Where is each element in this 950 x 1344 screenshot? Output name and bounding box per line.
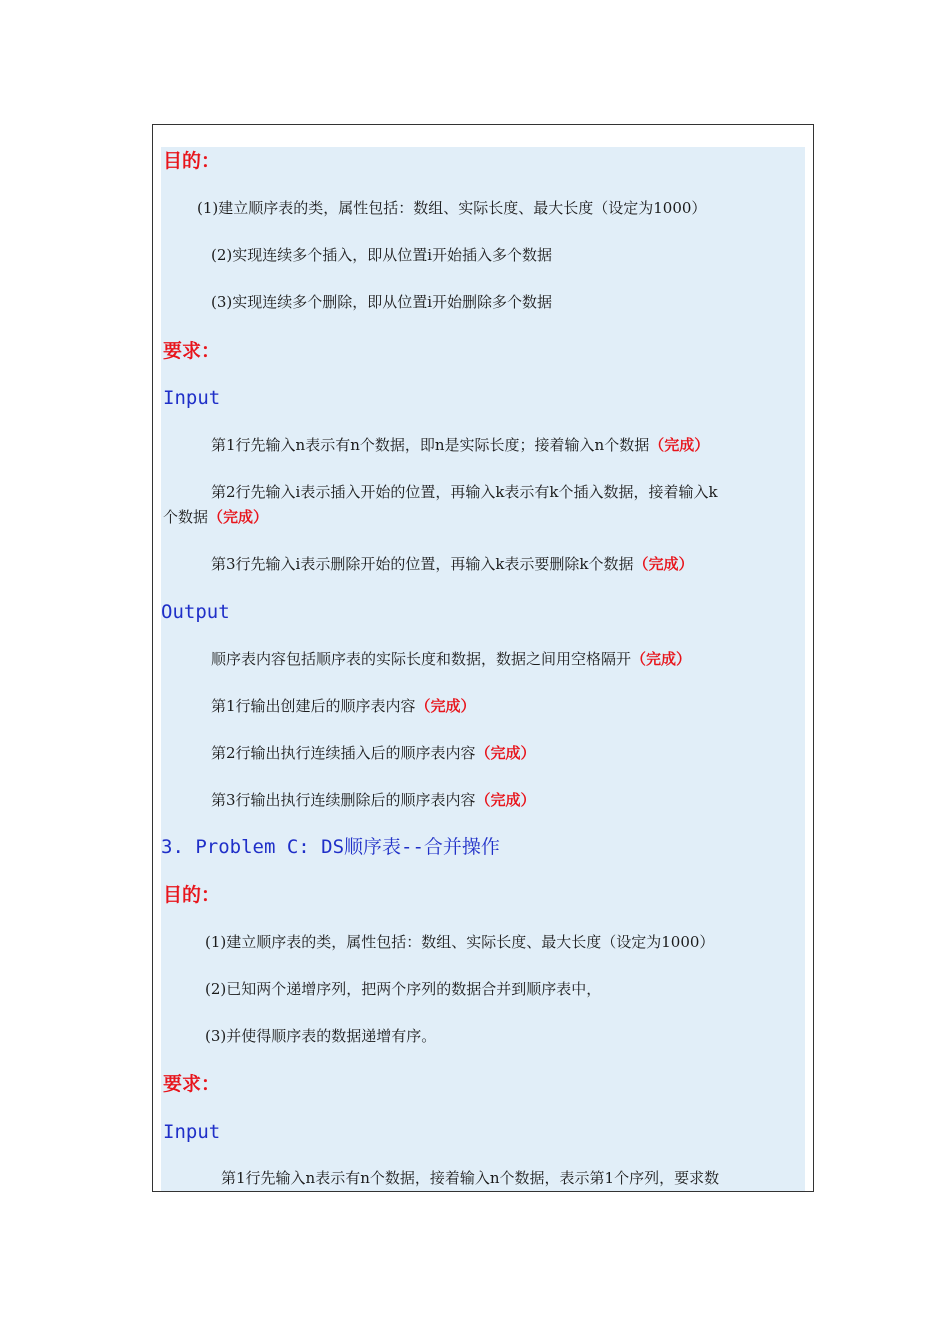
purpose-line-3: (3)实现连续多个删除，即从位置i开始删除多个数据 <box>211 293 553 311</box>
done-tag: （完成） <box>633 555 694 573</box>
output-heading: Output <box>161 601 230 623</box>
document-table-cell <box>152 124 814 1192</box>
input-line-2: 第2行先输入i表示插入开始的位置，再输入k表示有k个插入数据，接着输入k <box>211 483 718 501</box>
output-line-4: 第3行输出执行连续删除后的顺序表内容（完成） <box>211 791 536 809</box>
done-tag: （完成） <box>631 650 692 668</box>
requirements-heading: 要求： <box>163 340 221 362</box>
input2-line-1: 第1行先输入n表示有n个数据，接着输入n个数据，表示第1个序列，要求数 <box>221 1169 720 1187</box>
purpose-heading: 目的： <box>163 150 221 172</box>
done-tag: （完成） <box>475 744 536 762</box>
done-tag: （完成） <box>415 697 476 715</box>
purpose2-line-2: (2)已知两个递增序列，把两个序列的数据合并到顺序表中， <box>205 980 602 998</box>
output-line-2: 第1行输出创建后的顺序表内容（完成） <box>211 697 476 715</box>
purpose2-line-3: (3)并使得顺序表的数据递增有序。 <box>205 1027 437 1045</box>
requirements-heading-2: 要求： <box>163 1073 221 1095</box>
purpose-line-2: (2)实现连续多个插入，即从位置i开始插入多个数据 <box>211 246 553 264</box>
input-heading-2: Input <box>163 1121 221 1143</box>
purpose-line-1: (1)建立顺序表的类，属性包括：数组、实际长度、最大长度（设定为1000） <box>197 199 707 217</box>
done-tag: （完成） <box>208 508 269 526</box>
input-heading: Input <box>163 387 221 409</box>
done-tag: （完成） <box>649 436 710 454</box>
purpose-heading-2: 目的： <box>163 884 221 906</box>
problem-title: 3. Problem C: DS顺序表--合并操作 <box>161 836 500 858</box>
input-line-1: 第1行先输入n表示有n个数据，即n是实际长度；接着输入n个数据（完成） <box>211 436 710 454</box>
input-line-3: 第3行先输入i表示删除开始的位置，再输入k表示要删除k个数据（完成） <box>211 555 694 573</box>
done-tag: （完成） <box>475 791 536 809</box>
output-line-3: 第2行输出执行连续插入后的顺序表内容（完成） <box>211 744 536 762</box>
input-line-2-cont: 个数据（完成） <box>163 508 269 526</box>
output-line-1: 顺序表内容包括顺序表的实际长度和数据，数据之间用空格隔开（完成） <box>211 650 692 668</box>
purpose2-line-1: (1)建立顺序表的类，属性包括：数组、实际长度、最大长度（设定为1000） <box>205 933 715 951</box>
